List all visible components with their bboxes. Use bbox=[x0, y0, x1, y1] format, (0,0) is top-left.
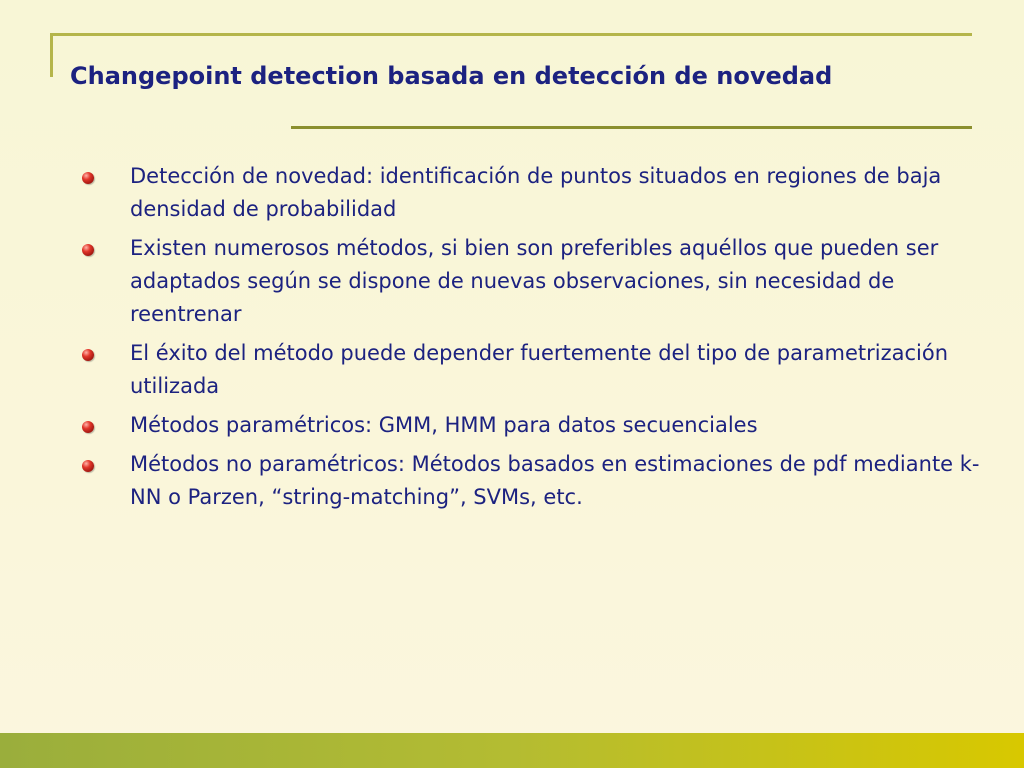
bullet-item bbox=[80, 448, 980, 514]
bullet-list bbox=[80, 160, 980, 520]
bullet-text: Existen numerosos métodos, si bien son preferibles aquéllos que pueden ser adaptados según se dispone de nuevas observaciones, sin necesidad de reentrenar bbox=[130, 236, 939, 326]
red-sphere-bullet-icon bbox=[82, 349, 94, 361]
bullet-text: Métodos no paramétricos: Métodos basados en estimaciones de pdf mediante k-NN o Parzen, “string-matching”, SVMs, etc. bbox=[130, 452, 980, 509]
bottom-gradient-bar bbox=[0, 733, 1024, 768]
title-frame-top-line bbox=[50, 33, 972, 36]
bullet-text: El éxito del método puede depender fuertemente del tipo de parametrización utilizada bbox=[130, 341, 949, 398]
slide-title: Changepoint detection basada en detección de novedad bbox=[70, 62, 833, 90]
bullet-text: Detección de novedad: identificación de puntos situados en regiones de baja densidad de probabilidad bbox=[130, 164, 942, 221]
red-sphere-bullet-icon bbox=[82, 460, 94, 472]
bullet-text: Métodos paramétricos: GMM, HMM para datos secuenciales bbox=[130, 413, 758, 437]
title-underline bbox=[291, 126, 972, 129]
bullet-item bbox=[80, 232, 980, 331]
bullet-item bbox=[80, 160, 980, 226]
bullet-item bbox=[80, 337, 980, 403]
title-frame-left-bar bbox=[50, 33, 53, 77]
bullet-item bbox=[80, 409, 980, 442]
red-sphere-bullet-icon bbox=[82, 244, 94, 256]
red-sphere-bullet-icon bbox=[82, 421, 94, 433]
red-sphere-bullet-icon bbox=[82, 172, 94, 184]
